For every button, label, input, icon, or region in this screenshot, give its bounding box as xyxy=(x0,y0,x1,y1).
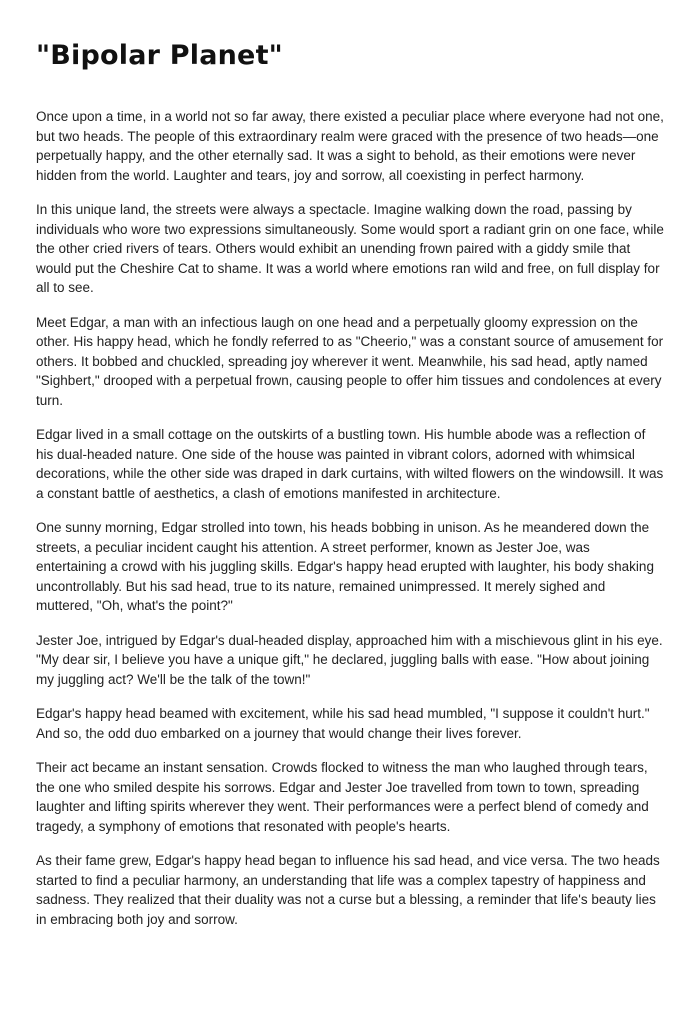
paragraph-4: Edgar lived in a small cottage on the outskirts of a bustling town. His humble abode was a reflection of his dual-headed nature. One side of the house was painted in vibrant colors, adorned with whimsical decorations, while the other side was draped in dark curtains, with wilted flowers on the windowsill. It was a constant battle of aesthetics, a clash of emotions manifested in architecture. xyxy=(36,427,664,501)
paragraph-3: Meet Edgar, a man with an infectious laugh on one head and a perpetually gloomy expression on the other. His happy head, which he fondly referred to as "Cheerio," was a constant source of amusement for others. It bobbed and chuckled, spreading joy wherever it went. Meanwhile, his sad head, aptly named "Sighbert," drooped with a perpetual frown, causing people to offer him tissues and condolences at every turn. xyxy=(36,314,664,408)
paragraph-7: Edgar's happy head beamed with excitement, while his sad head mumbled, "I suppose it couldn't hurt." And so, the odd duo embarked on a journey that would change their lives forever. xyxy=(36,706,650,741)
paragraph-1: Once upon a time, in a world not so far away, there existed a peculiar place where everyone had not one, but two heads. The people of this extraordinary realm were graced with the presence of two heads—one perpetually happy, and the other eternally sad. It was a sight to behold, as their emotions were never hidden from the world. Laughter and tears, joy and sorrow, all coexisting in perfect harmony. xyxy=(36,109,664,183)
document-body xyxy=(36,107,664,944)
paragraph-5: One sunny morning, Edgar strolled into town, his heads bobbing in unison. As he meandered down the streets, a peculiar incident caught his attention. A street performer, known as Jester Joe, was entertaining a crowd with his juggling skills. Edgar's happy head erupted with laughter, his body shaking uncontrollably. But his sad head, true to its nature, remained unimpressed. It merely sighed and muttered, "Oh, what's the point?" xyxy=(36,520,654,613)
paragraph-9: As their fame grew, Edgar's happy head began to influence his sad head, and vice versa. The two heads started to find a peculiar harmony, an understanding that life was a complex tapestry of happiness and sadness. They realized that their duality was not a curse but a blessing, a reminder that life's beauty lies in embracing both joy and sorrow. xyxy=(36,853,660,927)
paragraph-2: In this unique land, the streets were always a spectacle. Imagine walking down the road, passing by individuals who wore two expressions simultaneously. Some would sport a radiant grin on one face, while the other cried rivers of tears. Others would exhibit an unending frown paired with a giddy smile that would put the Cheshire Cat to shame. It was a world where emotions ran wild and free, on full display for all to see. xyxy=(36,202,664,295)
document-title: "Bipolar Planet" xyxy=(36,40,283,71)
paragraph-8: Their act became an instant sensation. Crowds flocked to witness the man who laughed through tears, the one who smiled despite his sorrows. Edgar and Jester Joe travelled from town to town, spreading laughter and lifting spirits wherever they went. Their performances were a perfect blend of comedy and tragedy, a symphony of emotions that resonated with people's hearts. xyxy=(36,760,649,834)
paragraph-6: Jester Joe, intrigued by Edgar's dual-headed display, approached him with a mischievous glint in his eye. "My dear sir, I believe you have a unique gift," he declared, juggling balls with ease. "How about joining my juggling act? We'll be the talk of the town!" xyxy=(36,632,663,687)
